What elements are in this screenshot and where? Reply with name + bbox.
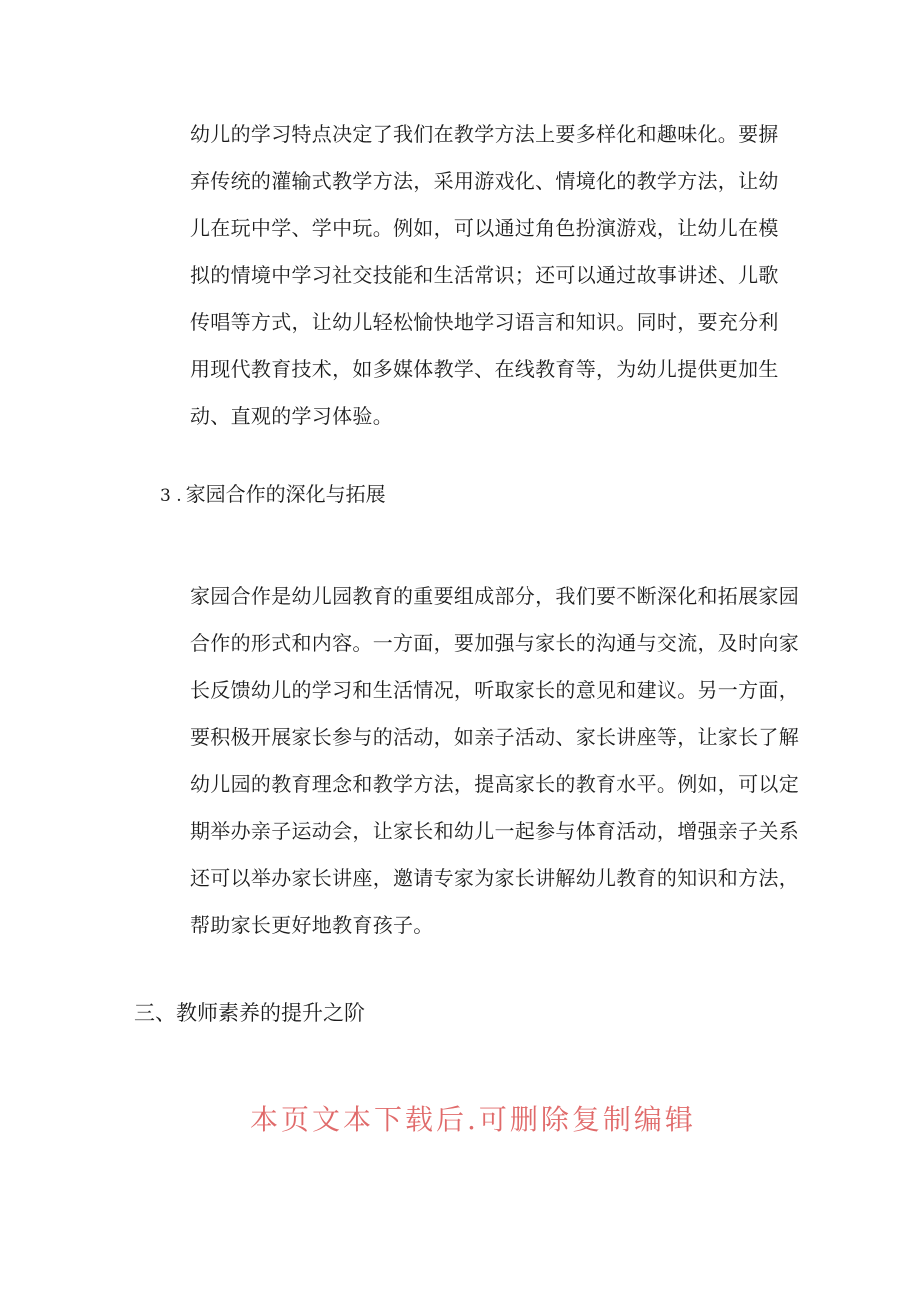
paragraph-line: 期举办亲子运动会，让家长和幼儿一起参与体育活动，增强亲子关系: [190, 819, 799, 843]
paragraph-line: 合作的形式和内容。一方面，要加强与家长的沟通与交流，及时向家: [190, 631, 799, 655]
paragraph-line: 帮助家长更好地教育孩子。: [190, 913, 434, 937]
paragraph-line: 动、直观的学习体验。: [190, 404, 393, 428]
paragraph-line: 幼儿的学习特点决定了我们在教学方法上要多样化和趣味化。要摒: [190, 122, 779, 146]
paragraph-line: 儿在玩中学、学中玩。例如，可以通过角色扮演游戏，让幼儿在模: [190, 216, 779, 240]
subsection-heading: [160, 479, 386, 511]
paragraph-line: 拟的情境中学习社交技能和生活常识；还可以通过故事讲述、儿歌: [190, 263, 779, 287]
paragraph-line: 要积极开展家长参与的活动，如亲子活动、家长讲座等，让家长了解: [190, 725, 799, 749]
section-heading: 三、教师素养的提升之阶: [134, 1001, 365, 1025]
watermark-text: 本页文本下载后.可删除复制编辑: [250, 1103, 696, 1136]
paragraph-line: 用现代教育技术，如多媒体教学、在线教育等，为幼儿提供更加生: [190, 357, 779, 381]
body-paragraph: [190, 573, 799, 949]
subsection-title: 家园合作的深化与拓展: [185, 482, 386, 506]
paragraph-line: 幼儿园的教育理念和教学方法，提高家长的教育水平。例如，可以定: [190, 772, 799, 796]
paragraph-line: 传唱等方式，让幼儿轻松愉快地学习语言和知识。同时，要充分利: [190, 310, 779, 334]
paragraph-line: 长反馈幼儿的学习和生活情况，听取家长的意见和建议。另一方面，: [190, 678, 799, 702]
subsection-number: 3 .: [160, 486, 182, 506]
paragraph-line: 弃传统的灌输式教学方法，采用游戏化、情境化的教学方法，让幼: [190, 169, 779, 193]
body-paragraph: [190, 111, 790, 440]
paragraph-line: 家园合作是幼儿园教育的重要组成部分，我们要不断深化和拓展家园: [190, 584, 799, 608]
paragraph-line: 还可以举办家长讲座，邀请专家为家长讲解幼儿教育的知识和方法，: [190, 866, 799, 890]
